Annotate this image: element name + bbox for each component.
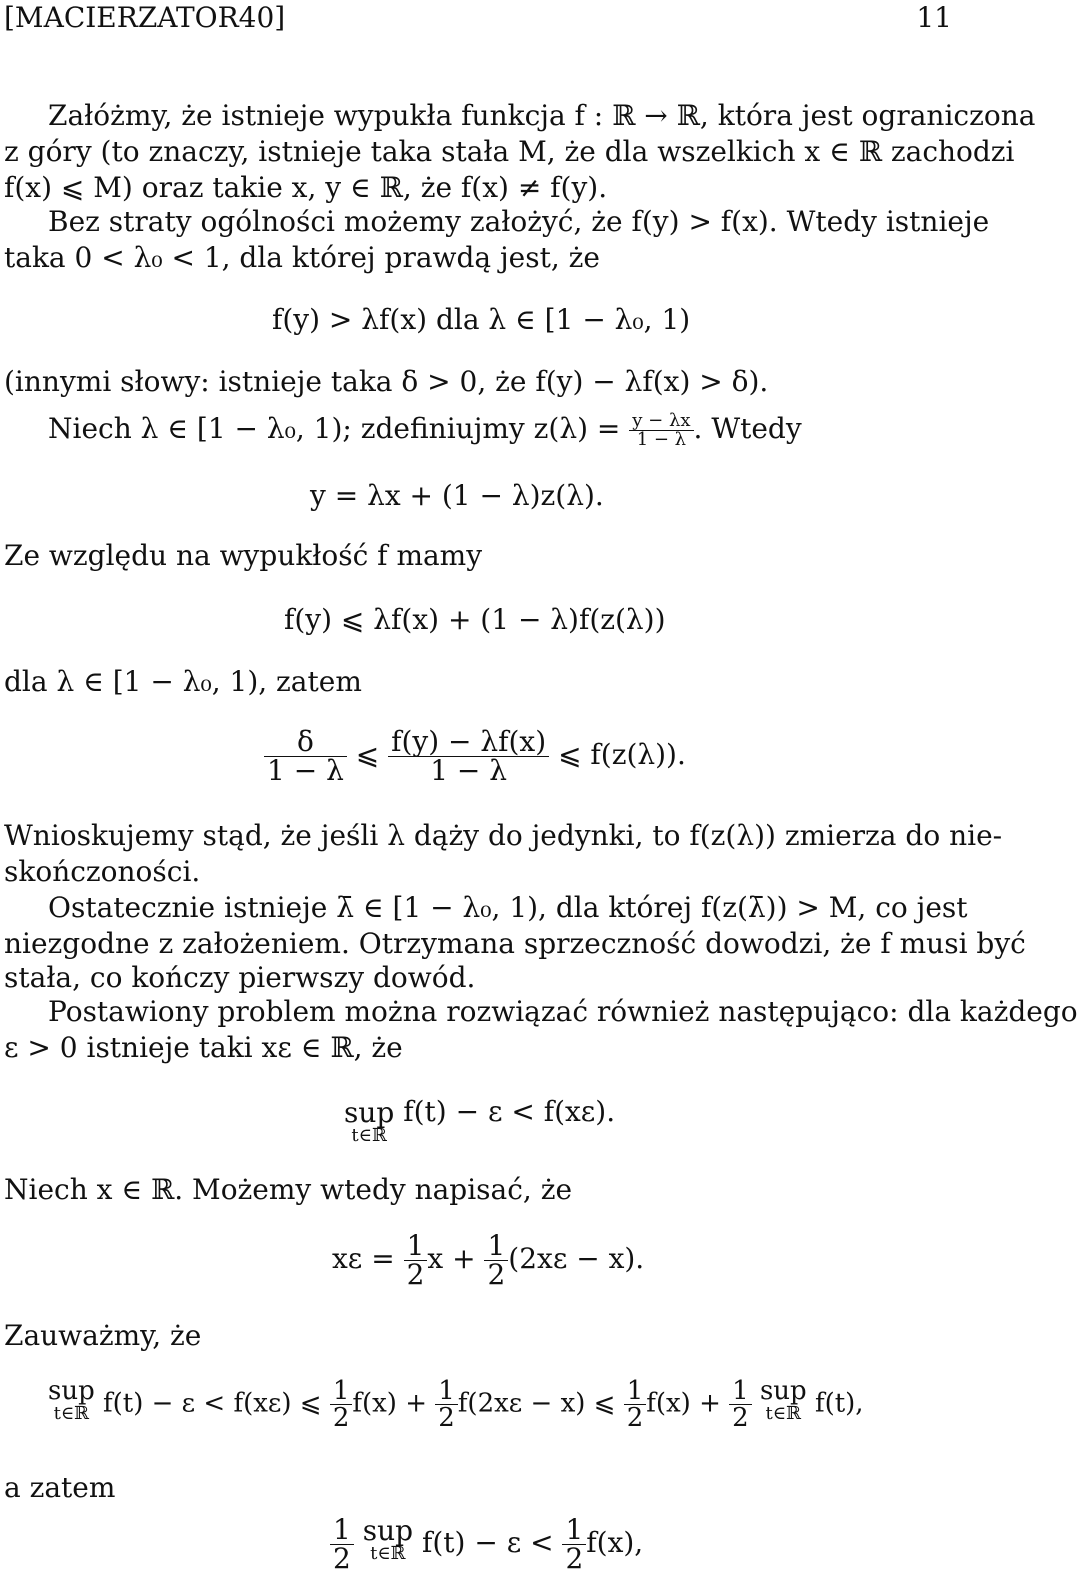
fraction-denominator: 2 [732, 1403, 749, 1433]
fraction-denominator: 1 − λ [636, 429, 687, 450]
equation-6 [332, 1229, 645, 1291]
fraction-denominator: 1 − λ [267, 754, 344, 787]
supremum [48, 1378, 95, 1424]
text-line: skończoności. [4, 855, 201, 888]
sup-subscript: t∈ℝ [765, 1403, 802, 1425]
text-line: ε > 0 istnieje taki xε ∈ ℝ, że [4, 1031, 403, 1064]
fraction-denominator: 2 [565, 1542, 584, 1575]
text-line: Ze względu na wypukłość f mamy [4, 539, 483, 572]
text-segment: . Wtedy [693, 412, 802, 445]
fraction [624, 1378, 647, 1431]
equation-1: f(y) > λf(x) dla λ ∈ [1 − λ₀, 1) [272, 303, 691, 336]
text-line: stała, co kończy pierwszy dowód. [4, 961, 476, 994]
fraction [729, 1378, 752, 1431]
fraction [388, 725, 549, 787]
fraction-numerator: 1 [435, 1378, 458, 1405]
fraction-denominator: 2 [332, 1403, 350, 1433]
sup-operator: sup [344, 1096, 395, 1129]
fraction [264, 725, 347, 787]
equation-segment: x + [427, 1242, 476, 1275]
text-line: dla λ ∈ [1 − λ₀, 1), zatem [4, 665, 362, 698]
supremum [760, 1378, 807, 1424]
fraction [484, 1229, 508, 1291]
fraction [562, 1513, 586, 1575]
text-line: Zauważmy, że [4, 1319, 202, 1352]
fraction-numerator: 1 [330, 1516, 354, 1545]
fraction [330, 1513, 354, 1575]
fraction-numerator: 1 [729, 1378, 752, 1405]
equation-segment: f(x) + [352, 1388, 427, 1419]
fraction-numerator: 1 [484, 1232, 508, 1261]
equation-7 [48, 1378, 864, 1431]
fraction-denominator: 1 − λ [430, 754, 508, 787]
sup-subscript: t∈ℝ [370, 1543, 406, 1565]
text-line: taka 0 < λ₀ < 1, dla której prawdą jest, że [4, 241, 600, 274]
text-line: a zatem [4, 1471, 116, 1504]
fraction [435, 1378, 458, 1431]
fraction-numerator: y − λx [629, 412, 693, 431]
fraction-numerator: 1 [330, 1378, 353, 1405]
text-line: Bez straty ogólności możemy założyć, że f(y) > f(x). Wtedy istnieje [48, 205, 990, 238]
equation-segment: xε = [332, 1242, 395, 1275]
text-line-with-fraction [48, 412, 802, 449]
equation-segment: f(x) + [646, 1388, 721, 1419]
text-line: Ostatecznie istnieje λ̄ ∈ [1 − λ₀, 1), dla której f(z(λ̄)) > M, co jest [48, 891, 968, 924]
fraction-numerator: 1 [624, 1378, 647, 1405]
text-line: z góry (to znaczy, istnieje taka stała M, że dla wszelkich x ∈ ℝ zachodzi [4, 135, 1015, 168]
sup-operator: sup [48, 1376, 95, 1406]
equation-2: y = λx + (1 − λ)z(λ). [310, 479, 604, 512]
sup-operator: sup [362, 1514, 414, 1547]
text-line: Załóżmy, że istnieje wypukła funkcja f : ℝ → ℝ, która jest ograniczona [48, 99, 1036, 132]
sup-subscript: t∈ℝ [351, 1125, 387, 1147]
equation-tail: f(t) − ε < f(xε). [403, 1095, 616, 1128]
fraction-numerator: f(y) − λf(x) [388, 728, 549, 757]
fraction-numerator: δ [264, 728, 347, 757]
text-segment: Niech λ ∈ [1 − λ₀, 1); zdefiniujmy z(λ) = [48, 412, 621, 445]
text-line: Postawiony problem można rozwiązać również następująco: dla każdego [48, 995, 1078, 1028]
equation-segment: f(t), [814, 1388, 864, 1419]
equation-3: f(y) ⩽ λf(x) + (1 − λ)f(z(λ)) [284, 603, 666, 636]
text-line: Wnioskujemy stąd, że jeśli λ dąży do jedynki, to f(z(λ)) zmierza do nie- [4, 819, 1003, 852]
fraction-denominator: 2 [487, 1258, 506, 1291]
text-line: f(x) ⩽ M) oraz takie x, y ∈ ℝ, że f(x) ≠ f(y). [4, 171, 608, 204]
fraction-denominator: 2 [438, 1403, 455, 1433]
equation-segment: f(t) − ε < f(xε) ⩽ [103, 1388, 322, 1419]
equation-segment: (2xε − x). [508, 1242, 645, 1275]
sup-subscript: t∈ℝ [53, 1403, 90, 1425]
equation-segment: f(x), [586, 1526, 644, 1559]
text-line: (innymi słowy: istnieje taka δ > 0, że f(y) − λf(x) > δ). [4, 365, 769, 398]
relation: ⩽ [355, 738, 380, 771]
equation-8 [330, 1513, 644, 1575]
equation-tail: ⩽ f(z(λ)). [558, 738, 686, 771]
text-line: Niech x ∈ ℝ. Możemy wtedy napisać, że [4, 1173, 573, 1206]
equation-5 [344, 1095, 616, 1147]
fraction [330, 1378, 353, 1431]
fraction-numerator: 1 [404, 1232, 428, 1261]
supremum [363, 1516, 413, 1564]
fraction-denominator: 2 [626, 1403, 644, 1433]
text-line: niezgodne z założeniem. Otrzymana sprzeczność dowodzi, że f musi być [4, 927, 1026, 960]
running-header: [MACIERZATOR40] [4, 1, 286, 34]
page-number: 11 [916, 1, 952, 34]
fraction [404, 1229, 428, 1291]
fraction-denominator: 2 [333, 1542, 351, 1575]
fraction-denominator: 2 [406, 1258, 425, 1291]
fraction-numerator: 1 [562, 1516, 586, 1545]
inline-fraction [629, 412, 693, 449]
sup-operator: sup [759, 1376, 807, 1406]
equation-segment: f(t) − ε < [421, 1526, 554, 1559]
supremum [344, 1098, 394, 1146]
equation-segment: f(2xε − x) ⩽ [457, 1388, 616, 1419]
equation-4 [264, 725, 686, 787]
